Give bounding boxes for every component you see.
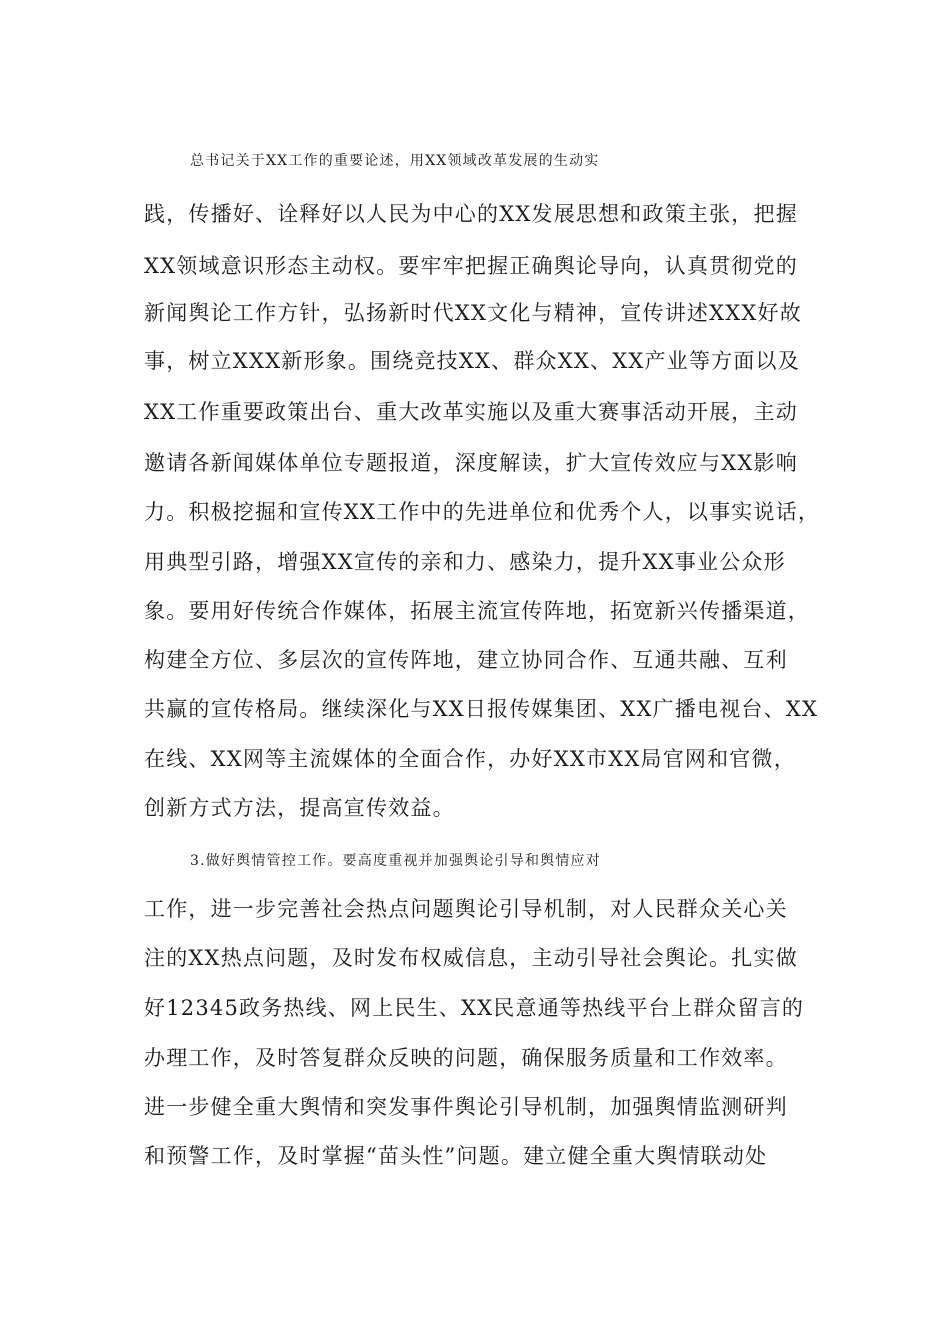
paragraph-line: 工作，进一步完善社会热点问题舆论引导机制，对人民群众关心关 [144,897,788,921]
paragraph-line: 注的XX热点问题，及时发布权威信息，主动引导社会舆论。扎实做 [144,946,798,970]
paragraph-line: XX领域意识形态主动权。要牢牢把握正确舆论导向，认真贯彻党的 [144,254,798,278]
paragraph-line: 事，树立XXX新形象。围绕竞技XX、群众XX、XX产业等方面以及 [144,349,800,373]
paragraph-line: 创新方式方法，提高宣传效益。 [144,796,455,820]
paragraph-line: 和预警工作，及时掌握“苗头性”问题。建立健全重大舆情联动处 [144,1144,768,1168]
paragraph-line: 好12345政务热线、网上民生、XX民意通等热线平台上群众留言的 [144,996,805,1020]
paragraph-line: 在线、XX网等主流媒体的全面合作，办好XX市XX局官网和官微， [144,747,796,771]
paragraph-line: 办理工作，及时答复群众反映的问题，确保服务质量和工作效率。 [144,1046,788,1070]
paragraph-line: 象。要用好传统合作媒体，拓展主流宣传阵地，拓宽新兴传播渠道， [144,599,810,623]
paragraph-line: 力。积极挖掘和宣传XX工作中的先进单位和优秀个人，以事实说话， [144,500,821,524]
paragraph-line: 新闻舆论工作方针，弘扬新时代XX文化与精神，宣传讲述XXX好故 [144,301,802,325]
paragraph-line: 用典型引路，增强XX宣传的亲和力、感染力，提升XX事业公众形 [144,550,786,574]
paragraph-line: 3.做好舆情管控工作。要高度重视并加强舆论引导和舆情应对 [190,853,601,869]
paragraph-line: 共赢的宣传格局。继续深化与XX日报传媒集团、XX广播电视台、XX [144,697,819,721]
paragraph-line: 总书记关于XX工作的重要论述，用XX领域改革发展的生动实 [190,153,600,169]
paragraph-line: XX工作重要政策出台、重大改革实施以及重大赛事活动开展，主动 [144,400,798,424]
paragraph-line: 践，传播好、诠释好以人民为中心的XX发展思想和政策主张，把握 [144,202,798,226]
paragraph-line: 构建全方位、多层次的宣传阵地，建立协同合作、互通共融、互利 [144,648,788,672]
paragraph-line: 进一步健全重大舆情和突发事件舆论引导机制，加强舆情监测研判 [144,1095,788,1119]
paragraph-line: 邀请各新闻媒体单位专题报道，深度解读，扩大宣传效应与XX影响 [144,451,798,475]
